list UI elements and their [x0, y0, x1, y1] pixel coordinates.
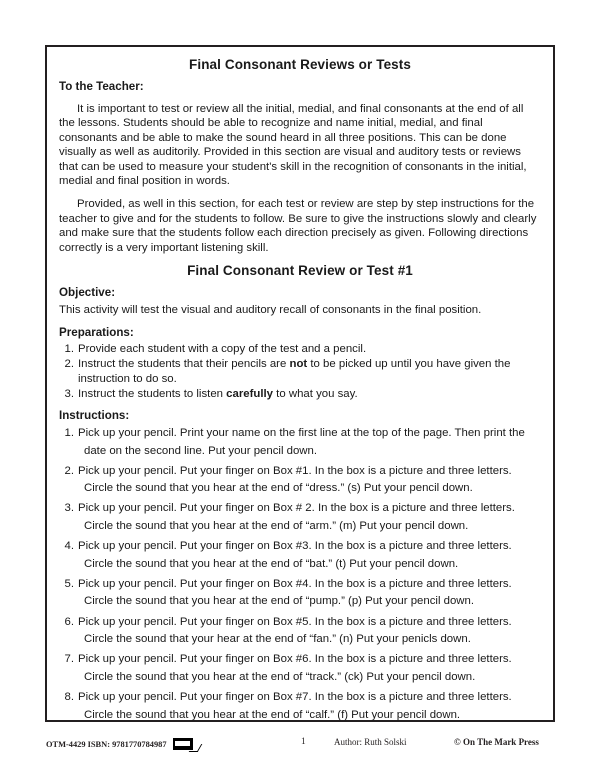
- preparations-list: [59, 342, 541, 401]
- list-item-text-lead: Instruct the students that their pencils are: [78, 357, 290, 370]
- list-item-line-2: date on the second line. Put your pencil down.: [84, 444, 318, 457]
- list-item-line-2: Circle the sound that you hear at the end of “calf.” (f) Put your pencil down.: [84, 708, 461, 721]
- list-item-number: 5.: [64, 577, 74, 590]
- list-item-line-1: Pick up your pencil. Put your finger on Box #4. In the box is a picture and three letters.: [78, 577, 512, 590]
- list-item-text: [78, 357, 541, 387]
- list-item-line-2: Circle the sound that you hear at the end of “pump.” (p) Put your pencil down.: [84, 595, 475, 608]
- list-item-line-2: Circle the sound that you hear at the end of “bat.” (t) Put your pencil down.: [84, 557, 459, 570]
- list-item: [59, 464, 541, 496]
- list-item-number: 4.: [64, 540, 74, 553]
- list-item: [59, 426, 541, 458]
- list-item-line-2: Circle the sound that you hear at the end of “arm.” (m) Put your pencil down.: [84, 520, 469, 533]
- list-item: [59, 652, 541, 684]
- instructions-list: [59, 426, 541, 722]
- list-item-text: [78, 426, 541, 458]
- list-item-text-tail: to be picked up until you have given the instruction to do so.: [78, 357, 511, 385]
- page-title: Final Consonant Reviews or Tests: [189, 57, 411, 72]
- intro-paragraph-2: Provided, as well in this section, for each test or review are step by step instructions for the teacher to give and for the students to follow. Be sure to give the instructions slowly and clearly and make sure that the students follow each direction precisely as given. Following directions correctly is a very important listening skill.: [59, 198, 537, 254]
- book-pencil-logo-icon: [173, 738, 199, 751]
- list-item-line-1: Pick up your pencil. Put your finger on Box #1. In the box is a picture and three letters.: [78, 464, 512, 477]
- list-item-text: [78, 690, 541, 722]
- list-item-text: [78, 615, 541, 647]
- list-item-number: 2.: [64, 464, 74, 477]
- list-item: [59, 690, 541, 722]
- page-number: 1: [301, 737, 306, 747]
- test-title: Final Consonant Review or Test #1: [187, 263, 413, 279]
- list-item: [59, 387, 541, 402]
- list-item: [59, 615, 541, 647]
- list-item-line-1: Pick up your pencil. Put your finger on Box #5. In the box is a picture and three letters.: [78, 615, 512, 628]
- objective-heading: Objective:: [59, 286, 116, 300]
- list-item-line-2: Circle the sound that your hear at the end of “fan.” (n) Put your penicls down.: [84, 633, 471, 646]
- intro-paragraph-1: It is important to test or review all the initial, medial, and final consonants at the end of all the lessons. Students should be able to recognize and name initial, medial, and final consonants and be able to make the sound heard in all three positions. This can be done visually as well as auditorily. Provided in this section are visual and auditory tests or reviews that can be used to measure your student's skill in the recognition of consonants in the initial, medial and final position in words.: [59, 102, 527, 188]
- list-item-line-2: Circle the sound that you hear at the end of “track.” (ck) Put your pencil down.: [84, 670, 476, 683]
- worksheet-content-frame: [45, 45, 555, 722]
- emphasis-text: not: [289, 357, 308, 370]
- list-item-number: 3.: [64, 387, 74, 400]
- list-item-text-lead: Instruct the students to listen: [78, 387, 227, 400]
- list-item-text-lead: Provide each student with a copy of the test and a pencil.: [78, 343, 367, 356]
- logo-book-shape: [173, 738, 193, 750]
- emphasis-text: carefully: [226, 387, 274, 400]
- list-item-line-1: Pick up your pencil. Put your finger on Box #3. In the box is a picture and three letters.: [78, 540, 512, 553]
- list-item-text: [78, 501, 541, 533]
- list-item: [59, 577, 541, 609]
- list-item-line-2: Circle the sound that you hear at the end of “dress.” (s) Put your pencil down.: [84, 482, 473, 495]
- to-the-teacher-heading: To the Teacher:: [59, 80, 144, 94]
- list-item: [59, 539, 541, 571]
- list-item-number: 7.: [64, 653, 74, 666]
- list-item-text: [78, 539, 541, 571]
- list-item-number: 6.: [64, 615, 74, 628]
- author-credit: Author: Ruth Solski: [334, 737, 407, 747]
- list-item-line-1: Pick up your pencil. Put your finger on Box #6. In the box is a picture and three letters.: [78, 653, 512, 666]
- list-item-number: 3.: [64, 502, 74, 515]
- list-item: [59, 342, 541, 357]
- list-item-number: 2.: [64, 357, 74, 370]
- list-item-number: 1.: [64, 427, 74, 440]
- list-item-text-tail: to what you say.: [273, 387, 358, 400]
- list-item-line-1: Pick up your pencil. Print your name on the first line at the top of the page. Then print the: [78, 427, 525, 440]
- preparations-heading: Preparations:: [59, 325, 134, 339]
- page-footer: [46, 735, 560, 753]
- list-item-line-1: Pick up your pencil. Put your finger on Box # 2. In the box is a picture and three letters.: [78, 502, 515, 515]
- list-item-number: 8.: [64, 690, 74, 703]
- list-item-text: [78, 464, 541, 496]
- isbn-text: OTM-4429 ISBN: 9781770784987: [46, 739, 167, 749]
- list-item-line-1: Pick up your pencil. Put your finger on Box #7. In the box is a picture and three letters.: [78, 690, 512, 703]
- list-item-text: [78, 387, 541, 402]
- list-item-number: 1.: [64, 343, 74, 356]
- list-item-text: [78, 577, 541, 609]
- instructions-heading: Instructions:: [59, 409, 130, 423]
- publisher-credit: © On The Mark Press: [454, 737, 539, 747]
- list-item: [59, 357, 541, 387]
- list-item-text: [78, 652, 541, 684]
- objective-text: This activity will test the visual and auditory recall of consonants in the final position.: [59, 303, 482, 316]
- list-item-text: [78, 342, 541, 357]
- list-item: [59, 501, 541, 533]
